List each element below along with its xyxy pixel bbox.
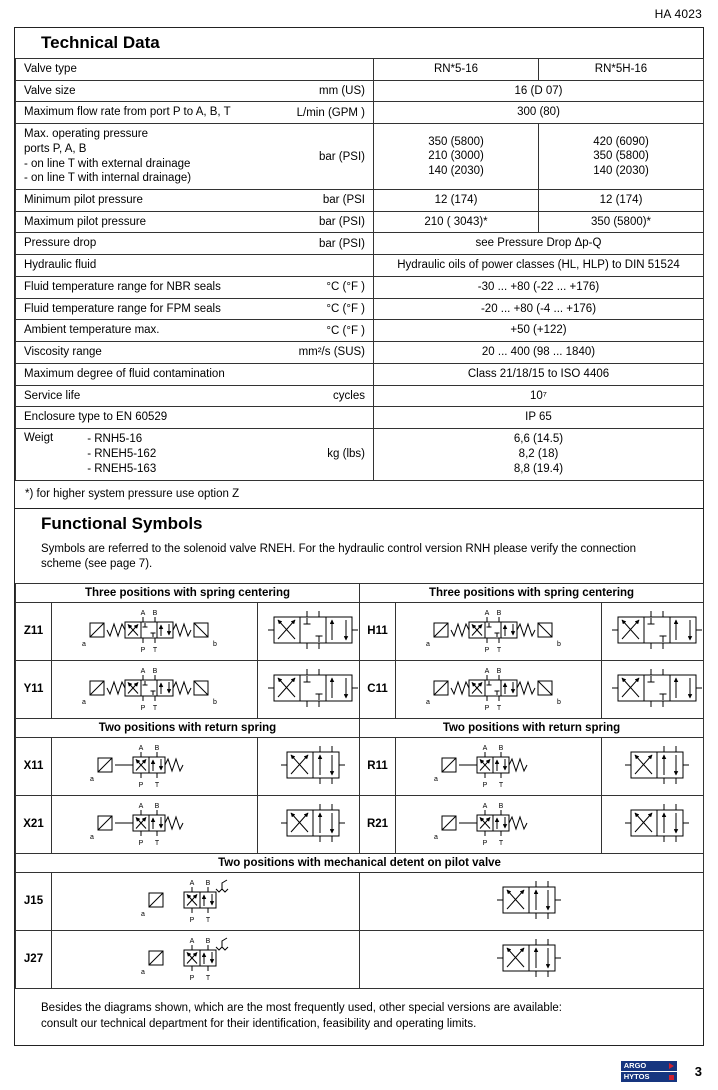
- row-unit: bar (PSI: [322, 194, 365, 207]
- valve-symbol-j27-main: [474, 935, 590, 981]
- symbol-code-x21: X21: [16, 795, 52, 853]
- symbol-code-c11: C11: [360, 660, 396, 718]
- tech-row-service-life: [16, 385, 704, 407]
- symbol-code-j15: J15: [16, 872, 52, 930]
- argo-hytos-logo: [621, 1061, 677, 1082]
- valve-symbol-j15-main: [474, 877, 590, 923]
- row-unit: mm²/s (SUS): [298, 346, 365, 359]
- group-header-detent: Two positions with mechanical detent on pilot valve: [16, 853, 704, 872]
- row-value-2: RN*5H-16: [539, 59, 704, 81]
- symbol-code-z11: Z11: [16, 602, 52, 660]
- tech-row-pressure-drop: [16, 233, 704, 255]
- tech-row-weight: [16, 428, 704, 480]
- row-unit: L/min (GPM ): [296, 106, 365, 119]
- row-label: Hydraulic fluid: [24, 259, 97, 272]
- row-value-2: 350 (5800)*: [539, 211, 704, 233]
- brand-hytos: HYTOS: [623, 1072, 650, 1081]
- row-label: Maximum degree of fluid contamination: [24, 367, 225, 380]
- row-unit: bar (PSI): [318, 150, 365, 163]
- row-value: IP 65: [374, 407, 704, 429]
- group-header-three-right: Three positions with spring centering: [360, 583, 704, 602]
- symbol-code-x11: X11: [16, 737, 52, 795]
- row-label: Fluid temperature range for FPM seals: [24, 302, 221, 315]
- tech-row-ambient-temp: [16, 320, 704, 342]
- group-header-two-left: Two positions with return spring: [16, 718, 360, 737]
- symbol-group-header-row: [16, 853, 704, 872]
- row-value-1: 210 ( 3043)*: [374, 211, 539, 233]
- functional-symbols-table: [15, 583, 704, 989]
- symbol-group-header-row: [16, 583, 704, 602]
- symbol-row-z11-h11: [16, 602, 704, 660]
- row-label: Maximum pilot pressure: [24, 215, 147, 228]
- valve-symbol-j15-pilot: [118, 876, 294, 924]
- brand-argo: ARGO: [623, 1061, 647, 1070]
- row-value: Hydraulic oils of power classes (HL, HLP) to DIN 51524: [374, 255, 704, 277]
- row-sublabels: - RNH5-16 - RNEH5-162 - RNEH5-163: [87, 432, 157, 475]
- row-unit: °C (°F ): [326, 302, 365, 315]
- row-value: Class 21/18/15 to ISO 4406: [374, 363, 704, 385]
- symbol-code-y11: Y11: [16, 660, 52, 718]
- technical-data-table: [15, 58, 704, 481]
- logo-square-icon: [669, 1075, 674, 1080]
- symbol-code-h11: H11: [360, 602, 396, 660]
- row-value-2: 420 (6090) 350 (5800) 140 (2030): [539, 124, 704, 190]
- row-label: Pressure drop: [24, 237, 97, 250]
- valve-symbol-c11-pilot: [411, 664, 587, 712]
- row-label: Weigt: [24, 431, 54, 444]
- symbol-code-j27: J27: [16, 930, 52, 988]
- tech-row-min-pilot-pressure: [16, 190, 704, 212]
- functional-symbols-note: Symbols are referred to the solenoid valve RNEH. For the hydraulic control version RNH please verify the connection scheme (see page 7).: [41, 542, 637, 571]
- special-versions-note: Besides the diagrams shown, which are the most frequently used, other special versions are available: consult our technical department for their identification, feasibility and operating limits.: [41, 1001, 562, 1030]
- valve-symbol-x21-pilot: [67, 799, 243, 847]
- row-unit: °C (°F ): [326, 324, 365, 337]
- valve-symbol-c11-main: [602, 665, 718, 711]
- row-value: -30 ... +80 (-22 ... +176): [374, 276, 704, 298]
- row-value: 6,6 (14.5) 8,2 (18) 8,8 (19.4): [374, 428, 704, 480]
- row-label: Valve size: [24, 84, 76, 97]
- row-value: 16 (D 07): [374, 80, 704, 102]
- doc-code: HA 4023: [654, 7, 702, 21]
- row-value: 300 (80): [374, 102, 704, 124]
- valve-symbol-r21-pilot: [411, 799, 587, 847]
- symbol-row-x21-r21: [16, 795, 704, 853]
- page-footer: [621, 1061, 702, 1082]
- valve-symbol-z11-pilot: [67, 606, 243, 654]
- row-value: see Pressure Drop Δp-Q: [374, 233, 704, 255]
- tech-row-fpm-temp-range: [16, 298, 704, 320]
- valve-symbol-z11-main: [258, 607, 374, 653]
- valve-symbol-y11-pilot: [67, 664, 243, 712]
- row-unit: °C (°F ): [326, 281, 365, 294]
- valve-symbol-r11-main: [602, 742, 718, 788]
- row-value-1: 12 (174): [374, 190, 539, 212]
- row-value: +50 (+122): [374, 320, 704, 342]
- valve-symbol-x21-main: [258, 800, 374, 846]
- tech-row-max-pilot-pressure: [16, 211, 704, 233]
- tech-row-enclosure-type: [16, 407, 704, 429]
- symbol-row-y11-c11: [16, 660, 704, 718]
- row-label: Minimum pilot pressure: [24, 194, 143, 207]
- symbol-row-j15: [16, 872, 704, 930]
- symbol-row-j27: [16, 930, 704, 988]
- row-label: Viscosity range: [24, 346, 102, 359]
- valve-symbol-j27-pilot: [118, 934, 294, 982]
- row-value: 20 ... 400 (98 ... 1840): [374, 342, 704, 364]
- row-label: Enclosure type to EN 60529: [24, 411, 168, 424]
- valve-symbol-x11-main: [258, 742, 374, 788]
- row-label: Valve type: [24, 63, 77, 75]
- row-unit: cycles: [333, 389, 365, 402]
- valve-symbol-y11-main: [258, 665, 374, 711]
- group-header-two-right: Two positions with return spring: [360, 718, 704, 737]
- page-frame: [14, 27, 704, 1046]
- symbol-row-x11-r11: [16, 737, 704, 795]
- functional-symbols-section: [15, 508, 703, 1045]
- row-unit: bar (PSI): [318, 216, 365, 229]
- tech-row-max-operating-pressure: [16, 124, 704, 190]
- functional-symbols-title: Functional Symbols: [41, 513, 203, 533]
- tech-row-viscosity-range: [16, 342, 704, 364]
- symbol-code-r11: R11: [360, 737, 396, 795]
- row-label: Service life: [24, 389, 81, 402]
- valve-symbol-x11-pilot: [67, 741, 243, 789]
- technical-data-title: Technical Data: [41, 33, 160, 52]
- row-label: Fluid temperature range for NBR seals: [24, 280, 221, 293]
- row-label: Ambient temperature max.: [24, 324, 160, 337]
- row-value-1: RN*5-16: [374, 59, 539, 81]
- row-value-2: 12 (174): [539, 190, 704, 212]
- page-number: 3: [694, 1064, 702, 1079]
- symbol-group-header-row: [16, 718, 704, 737]
- row-label: Max. operating pressure ports P, A, B - on line T with external drainage - on line T with internal drainage): [24, 128, 192, 185]
- tech-row-valve-size: [16, 80, 704, 102]
- valve-symbol-r11-pilot: [411, 741, 587, 789]
- tech-row-nbr-temp-range: [16, 276, 704, 298]
- row-unit: mm (US): [319, 85, 365, 98]
- row-unit: kg (lbs): [327, 448, 365, 461]
- valve-symbol-r21-main: [602, 800, 718, 846]
- valve-symbol-h11-pilot: [411, 606, 587, 654]
- valve-symbol-h11-main: [602, 607, 718, 653]
- row-unit: bar (PSI): [318, 237, 365, 250]
- symbol-code-r21: R21: [360, 795, 396, 853]
- group-header-three-left: Three positions with spring centering: [16, 583, 360, 602]
- tech-row-fluid-contamination: [16, 363, 704, 385]
- logo-arrow-icon: [669, 1063, 674, 1069]
- tech-row-hydraulic-fluid: [16, 255, 704, 277]
- tech-row-valve-type: [16, 59, 704, 81]
- row-label: Maximum flow rate from port P to A, B, T: [24, 106, 231, 119]
- row-value: -20 ... +80 (-4 ... +176): [374, 298, 704, 320]
- row-value-1: 350 (5800) 210 (3000) 140 (2030): [374, 124, 539, 190]
- row-value: 10⁷: [374, 385, 704, 407]
- tech-row-max-flow: [16, 102, 704, 124]
- pressure-footnote: *) for higher system pressure use option Z: [25, 487, 240, 500]
